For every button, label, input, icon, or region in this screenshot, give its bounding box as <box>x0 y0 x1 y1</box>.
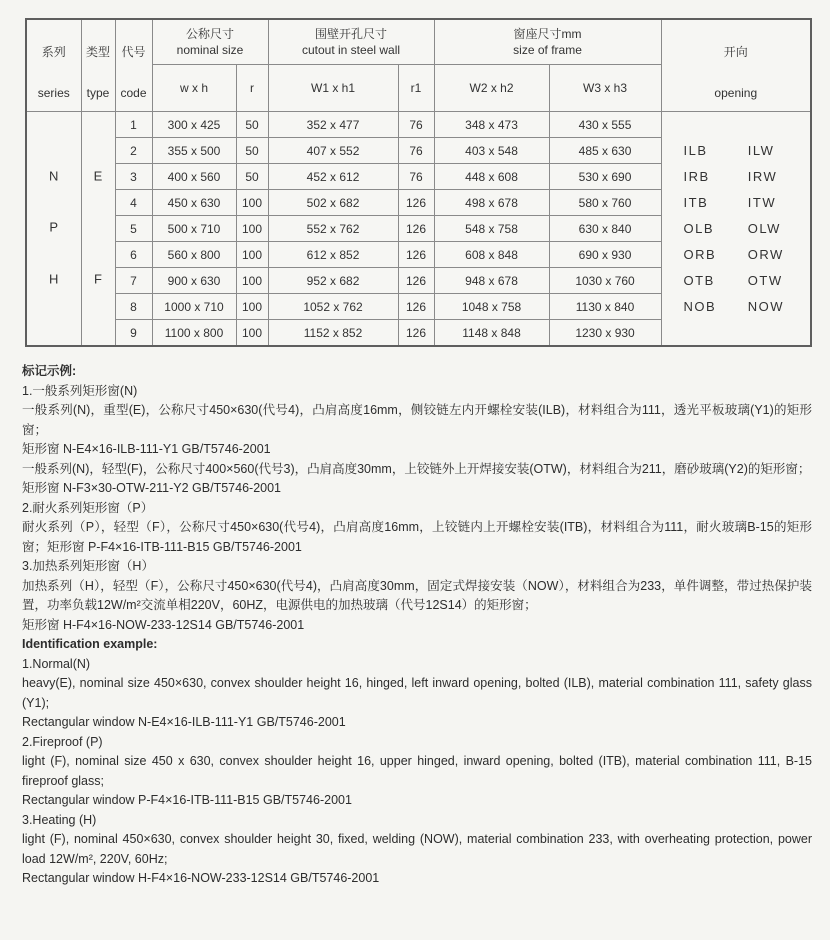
header-opening-en: opening <box>714 85 758 100</box>
opening-code: ORB <box>683 247 717 262</box>
opening-code: ITW <box>747 195 777 210</box>
opening-code: NOB <box>683 299 717 314</box>
cell-r1: 76 <box>398 112 434 138</box>
cell-r: 100 <box>236 242 268 268</box>
cell-wh: 900 x 630 <box>152 268 236 294</box>
cell-code: 9 <box>115 320 152 347</box>
cell-code: 5 <box>115 216 152 242</box>
cell-w1h1: 407 x 552 <box>268 138 398 164</box>
opening-codes <box>684 138 793 320</box>
header-type-en: type <box>86 85 110 100</box>
cell-w2h2: 448 x 608 <box>434 164 549 190</box>
header-cutout <box>268 19 434 65</box>
note-line: Rectangular window H-F4×16-NOW-233-12S14 GB/T5746-2001 <box>22 871 380 885</box>
cell-code: 8 <box>115 294 152 320</box>
cell-w2h2: 498 x 678 <box>434 190 549 216</box>
cell-w3h3: 580 x 760 <box>549 190 661 216</box>
header-nominal-cn: 公称尺寸 <box>186 27 235 41</box>
cell-w1h1: 352 x 477 <box>268 112 398 138</box>
note-line: light (F), nominal 450×630, convex shoulder height 30, fixed, welding (NOW), material combination 233, with overheating protection, power load 12W/m², 220V, 60Hz; <box>22 832 812 866</box>
cell-w2h2: 348 x 473 <box>434 112 549 138</box>
header-frame-en: size of frame <box>513 43 582 57</box>
cell-r1: 76 <box>398 164 434 190</box>
cell-w3h3: 485 x 630 <box>549 138 661 164</box>
cell-w1h1: 502 x 682 <box>268 190 398 216</box>
cell-code: 1 <box>115 112 152 138</box>
opening-code: NOW <box>747 299 785 314</box>
series-letter-h: H <box>49 271 59 287</box>
cell-r1: 126 <box>398 320 434 347</box>
cell-wh: 450 x 630 <box>152 190 236 216</box>
opening-code: ILB <box>683 143 708 158</box>
header-code <box>115 19 152 112</box>
cell-r: 100 <box>236 216 268 242</box>
note-line: 一般系列(N)，轻型(F)，公称尺寸400×560(代号3)，凸肩高度30mm，上铰链外上开焊接安装(OTW)，材料组合为211，磨砂玻璃(Y2)的矩形窗； <box>22 461 811 476</box>
cell-r1: 126 <box>398 216 434 242</box>
header-opening <box>661 19 811 112</box>
opening-code: ORW <box>747 247 784 262</box>
cell-w3h3: 1130 x 840 <box>549 294 661 320</box>
cell-w3h3: 430 x 555 <box>549 112 661 138</box>
header-nominal-en: nominal size <box>176 43 244 57</box>
cell-r1: 126 <box>398 190 434 216</box>
header-frame-cn: 窗座尺寸mm <box>513 27 582 41</box>
notes-heading-cn: 标记示例: <box>22 364 77 378</box>
subheader-r: r <box>236 65 268 112</box>
note-line: 2.Fireproof (P) <box>22 734 103 749</box>
cell-code: 2 <box>115 138 152 164</box>
header-type <box>81 19 115 112</box>
note-line: 一般系列(N)，重型(E)，公称尺寸450×630(代号4)，凸肩高度16mm，侧铰链左内开螺栓安装(ILB)，材料组合为111，透光平板玻璃(Y1)的矩形窗； <box>22 403 812 437</box>
note-line: heavy(E), nominal size 450×630, convex shoulder height 16, hinged, left inward opening, bolted (ILB), material combination 111, safety glass (Y1); <box>22 676 812 710</box>
type-letter-e: E <box>93 168 103 184</box>
header-code-cn: 代号 <box>121 44 146 59</box>
cell-r1: 126 <box>398 268 434 294</box>
opening-code: IRW <box>747 169 778 184</box>
cell-wh: 1100 x 800 <box>152 320 236 347</box>
series-column-cell <box>26 112 81 347</box>
cell-w2h2: 1048 x 758 <box>434 294 549 320</box>
cell-w1h1: 1152 x 852 <box>268 320 398 347</box>
header-frame-size <box>434 19 661 65</box>
opening-code: OLW <box>747 221 781 236</box>
cell-w1h1: 612 x 852 <box>268 242 398 268</box>
cell-w2h2: 548 x 758 <box>434 216 549 242</box>
opening-code: OLB <box>683 221 715 236</box>
cell-r: 100 <box>236 320 268 347</box>
header-code-en: code <box>120 85 147 100</box>
opening-code: ILW <box>747 143 775 158</box>
cell-r: 100 <box>236 294 268 320</box>
opening-code: OTB <box>683 273 715 288</box>
subheader-w1h1: W1 x h1 <box>268 65 398 112</box>
header-series <box>26 19 81 112</box>
series-letter-p: P <box>49 219 59 235</box>
opening-column-cell <box>661 112 811 347</box>
table-row <box>26 112 811 138</box>
cell-wh: 400 x 560 <box>152 164 236 190</box>
cell-w3h3: 530 x 690 <box>549 164 661 190</box>
subheader-wh: w x h <box>152 65 236 112</box>
series-letter-n: N <box>49 168 59 184</box>
header-type-cn: 类型 <box>85 44 110 59</box>
cell-r: 100 <box>236 268 268 294</box>
header-cutout-en: cutout in steel wall <box>301 43 401 57</box>
note-line: 矩形窗 N-F3×30-OTW-211-Y2 GB/T5746-2001 <box>22 481 282 495</box>
window-spec-table <box>25 18 812 347</box>
note-line: 3.Heating (H) <box>22 812 97 827</box>
cell-w2h2: 608 x 848 <box>434 242 549 268</box>
cell-w2h2: 948 x 678 <box>434 268 549 294</box>
opening-code: IRB <box>683 169 710 184</box>
note-line: 矩形窗 H-F4×16-NOW-233-12S14 GB/T5746-2001 <box>22 617 305 632</box>
header-opening-cn: 开向 <box>723 44 748 59</box>
note-line: 1.一般系列矩形窗(N) <box>22 383 138 398</box>
subheader-w3h3: W3 x h3 <box>549 65 661 112</box>
note-line: 2.耐火系列矩形窗（P） <box>22 500 154 515</box>
cell-r: 50 <box>236 112 268 138</box>
cell-r: 100 <box>236 190 268 216</box>
note-line: Rectangular window N-E4×16-ILB-111-Y1 GB/T5746-2001 <box>22 715 346 729</box>
cell-code: 4 <box>115 190 152 216</box>
header-cutout-cn: 围壁开孔尺寸 <box>315 27 388 41</box>
subheader-w2h2: W2 x h2 <box>434 65 549 112</box>
type-letter-f: F <box>94 271 102 287</box>
cell-r: 50 <box>236 164 268 190</box>
cell-w3h3: 1030 x 760 <box>549 268 661 294</box>
opening-code: OTW <box>747 273 783 288</box>
cell-r1: 126 <box>398 294 434 320</box>
cell-w3h3: 690 x 930 <box>549 242 661 268</box>
cell-wh: 1000 x 710 <box>152 294 236 320</box>
cell-r1: 126 <box>398 242 434 268</box>
note-line: 耐火系列（P），轻型（F），公称尺寸450×630(代号4)，凸肩高度16mm，上铰链内上开螺栓安装(ITB)，材料组合为111，耐火玻璃B-15的矩形窗；矩形窗 P-F4×16-ITB-111-B15 GB/T5746-2001 <box>22 520 812 554</box>
note-line: Rectangular window P-F4×16-ITB-111-B15 GB/T5746-2001 <box>22 793 352 807</box>
cell-r1: 76 <box>398 138 434 164</box>
cell-w2h2: 403 x 548 <box>434 138 549 164</box>
opening-code: ITB <box>683 195 709 210</box>
type-column-cell <box>81 112 115 347</box>
cell-w1h1: 1052 x 762 <box>268 294 398 320</box>
cell-code: 7 <box>115 268 152 294</box>
cell-w1h1: 952 x 682 <box>268 268 398 294</box>
cell-w2h2: 1148 x 848 <box>434 320 549 347</box>
note-line: 加热系列（H），轻型（F），公称尺寸450×630(代号4)，凸肩高度30mm，固定式焊接安装（NOW），材料组合为233，单件调整，带过热保护装置，功率负载12W/m²交流单相220V，60HZ，电源供电的加热玻璃（代号12S14）的矩形窗； <box>22 578 812 612</box>
cell-code: 6 <box>115 242 152 268</box>
note-line: 矩形窗 N-E4×16-ILB-111-Y1 GB/T5746-2001 <box>22 442 271 456</box>
cell-wh: 355 x 500 <box>152 138 236 164</box>
notes-section <box>22 362 812 889</box>
cell-w1h1: 552 x 762 <box>268 216 398 242</box>
cell-w3h3: 1230 x 930 <box>549 320 661 347</box>
note-line: 1.Normal(N) <box>22 656 91 671</box>
header-series-en: series <box>37 85 70 100</box>
cell-wh: 560 x 800 <box>152 242 236 268</box>
note-line: light (F), nominal size 450 x 630, convex shoulder height 16, upper hinged, inward opening, bolted (ITB), material combination 111, B-15 fireproof glass; <box>22 754 812 788</box>
header-series-cn: 系列 <box>41 44 66 59</box>
cell-w3h3: 630 x 840 <box>549 216 661 242</box>
cell-code: 3 <box>115 164 152 190</box>
header-nominal-size <box>152 19 268 65</box>
notes-heading-en: Identification example: <box>22 637 158 651</box>
cell-wh: 500 x 710 <box>152 216 236 242</box>
note-line: 3.加热系列矩形窗（H） <box>22 559 154 573</box>
cell-r: 50 <box>236 138 268 164</box>
cell-w1h1: 452 x 612 <box>268 164 398 190</box>
cell-wh: 300 x 425 <box>152 112 236 138</box>
subheader-r1: r1 <box>398 65 434 112</box>
